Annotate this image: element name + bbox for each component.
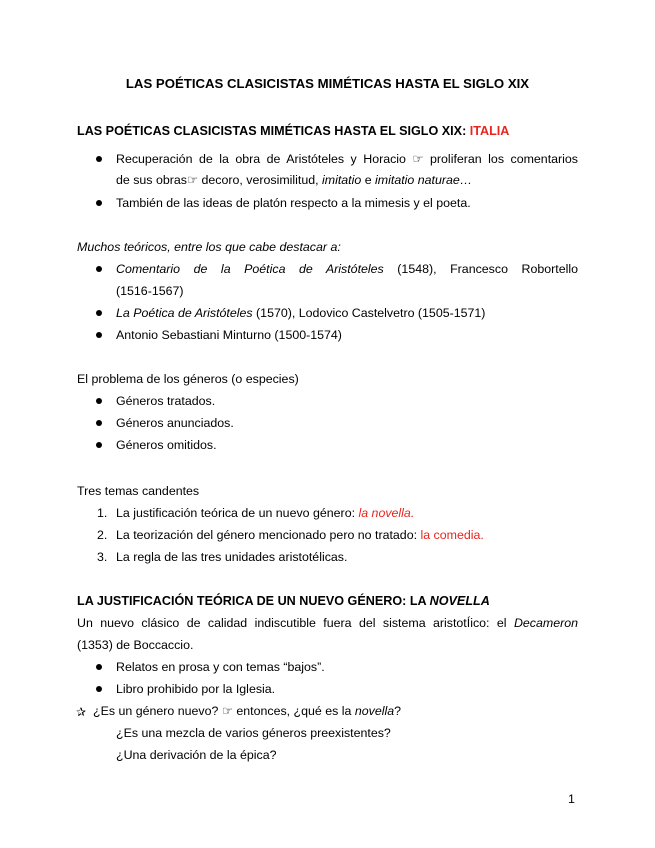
bullet-icon [96, 398, 102, 404]
paragraph-line: (1516-1567) [116, 284, 184, 298]
list-item: Libro prohibido por la Iglesia. [116, 682, 276, 696]
bullet-icon [96, 664, 102, 670]
text-run: de sus obras☞ decoro, verosimilitud, [116, 173, 323, 187]
list-item [116, 305, 485, 321]
section-heading-italia [77, 124, 509, 138]
paragraph-line [77, 615, 578, 631]
list-item: Géneros omitidos. [116, 438, 217, 452]
list-number: 1. [97, 506, 108, 520]
text-run-italic: imitatio [322, 173, 362, 187]
list-item: Relatos en prosa y con temas “bajos”. [116, 660, 325, 674]
bullet-icon [96, 156, 102, 162]
list-number: 3. [97, 550, 108, 564]
topics-intro: Tres temas candentes [77, 484, 200, 498]
text-run: La justificación teórica de un nuevo género: [116, 506, 359, 520]
text-run-italic: La Poética de Aristóteles [116, 306, 253, 320]
text-run: ? [394, 704, 402, 718]
page-number: 1 [568, 792, 575, 806]
section-heading-text: LAS POÉTICAS CLASICISTAS MIMÉTICAS HASTA EL SIGLO XIX: [77, 124, 470, 138]
list-item: Antonio Sebastiani Minturno (1500-1574) [116, 328, 342, 342]
text-run: (1570), Lodovico Castelvetro (1505-1571) [252, 306, 486, 320]
theorists-intro [77, 239, 341, 255]
bullet-icon [96, 332, 102, 338]
text-run: (1548), Francesco Robortello [383, 262, 578, 276]
section-heading-italic: NOVELLA [429, 594, 490, 608]
text-run: La teorización del género mencionado pero no tratado: [116, 528, 421, 542]
page-title: LAS POÉTICAS CLASICISTAS MIMÉTICAS HASTA EL SIGLO XIX [125, 76, 530, 91]
text-run-italic: imitatio naturae… [375, 173, 473, 187]
bullet-icon [96, 442, 102, 448]
paragraph-line: (1353) de Boccaccio. [77, 638, 194, 652]
text-run-italic: Decameron [513, 616, 578, 630]
list-item [116, 527, 484, 543]
list-item: Géneros tratados. [116, 394, 216, 408]
text-run-red: la comedia. [420, 528, 484, 542]
text-run-red: la novella. [358, 506, 415, 520]
question-line: ¿Una derivación de la épica? [116, 748, 277, 762]
list-item: Géneros anunciados. [116, 416, 234, 430]
section-heading-red: ITALIA [469, 124, 510, 138]
paragraph-line [116, 261, 578, 277]
star-icon: ✰ [76, 705, 87, 719]
section-heading-novella [77, 594, 490, 608]
list-item: La regla de las tres unidades aristotélicas. [116, 550, 348, 564]
text-run-italic: Comentario de la Poética de Aristóteles [116, 262, 384, 276]
bullet-icon [96, 310, 102, 316]
text-run: Un nuevo clásico de calidad indiscutible fuera del sistema aristotÍico: el [77, 616, 514, 630]
list-number: 2. [97, 528, 108, 542]
paragraph-line: Recuperación de la obra de Aristóteles y Horacio ☞ proliferan los comentarios [116, 152, 578, 166]
text-run-italic: novella [354, 704, 395, 718]
list-item [116, 505, 414, 521]
paragraph-line [116, 172, 472, 188]
section-heading-text: LA JUSTIFICACIÓN TEÓRICA DE UN NUEVO GÉNERO: LA [77, 594, 430, 608]
question-line [93, 703, 401, 719]
text-run: e [361, 173, 376, 187]
genres-intro: El problema de los géneros (o especies) [77, 372, 299, 386]
bullet-icon [96, 266, 102, 272]
list-item: También de las ideas de platón respecto a la mimesis y el poeta. [116, 196, 471, 210]
bullet-icon [96, 686, 102, 692]
bullet-icon [96, 200, 102, 206]
bullet-icon [96, 420, 102, 426]
text-run: ¿Es un género nuevo? ☞ entonces, ¿qué es la [93, 704, 355, 718]
question-line: ¿Es una mezcla de varios géneros preexistentes? [116, 726, 391, 740]
text-run-italic: Muchos teóricos, entre los que cabe destacar a: [77, 240, 341, 254]
